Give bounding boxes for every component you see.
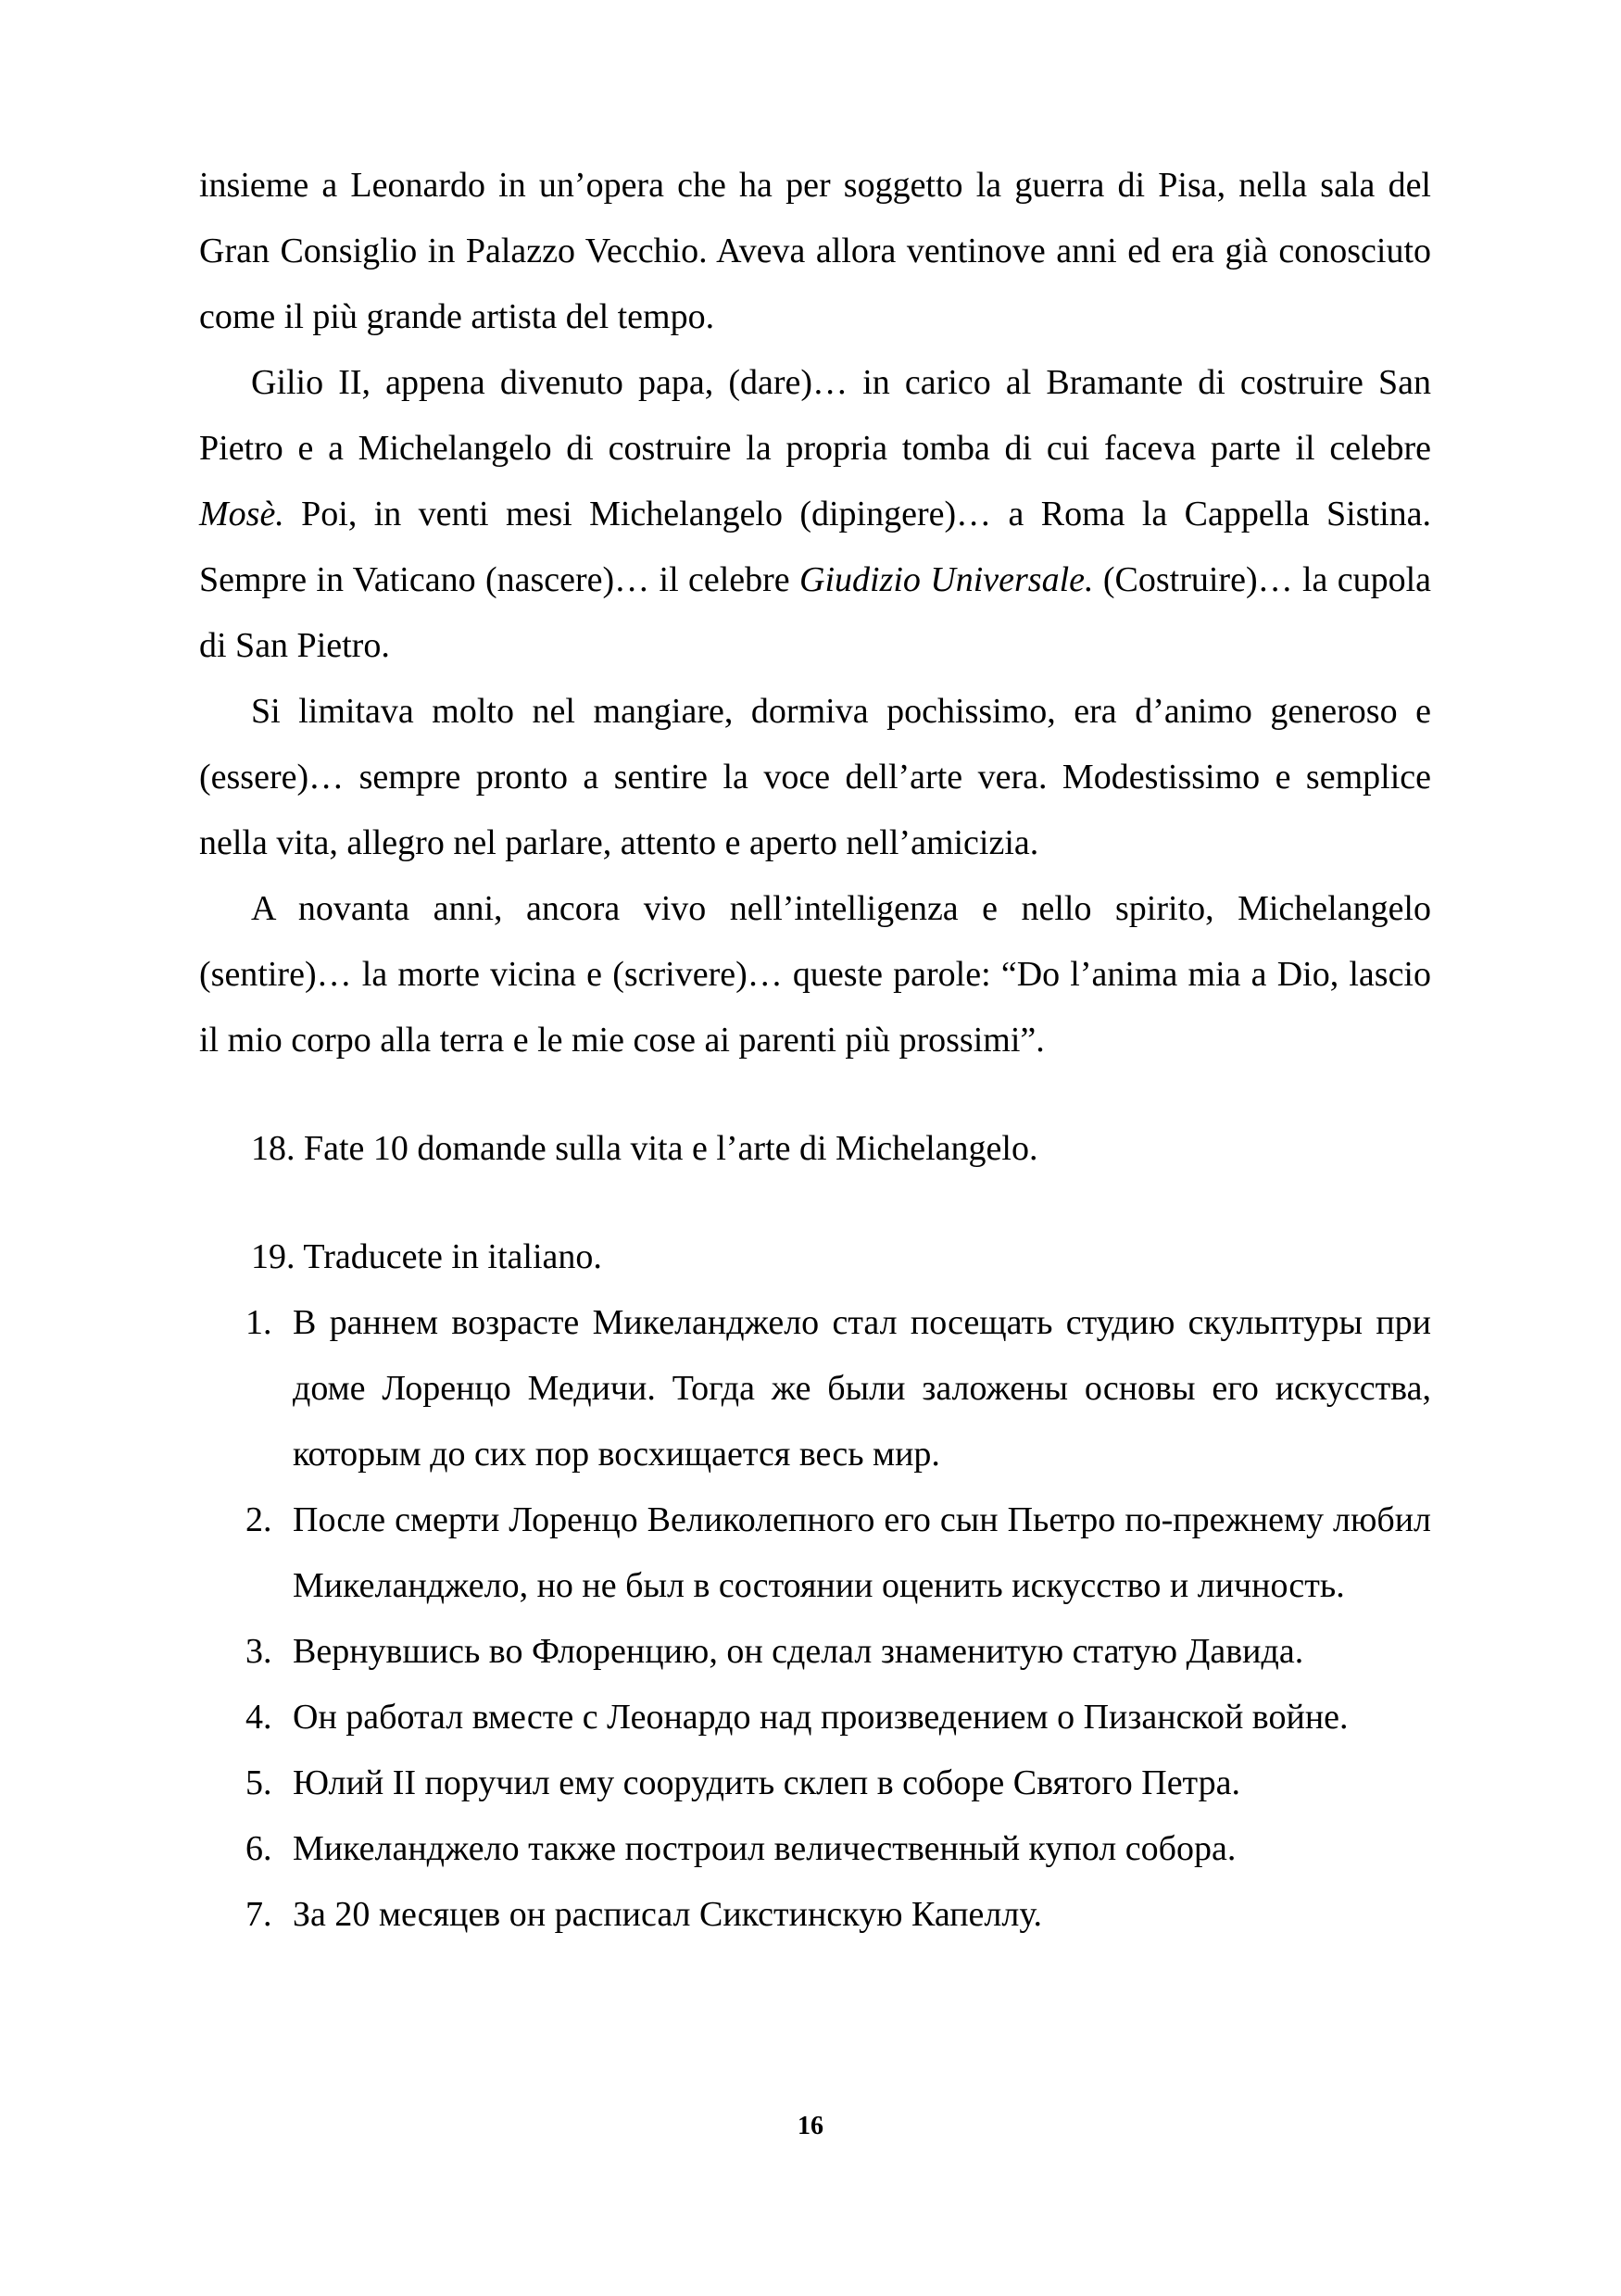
list-item-text: За 20 месяцев он расписал Сикстинскую Капеллу. xyxy=(293,1895,1043,1934)
italic-mose: Mosè. xyxy=(199,495,284,533)
list-item-text: Юлий II поручил ему соорудить склеп в соборе Святого Петра. xyxy=(293,1763,1240,1802)
list-item-text: В раннем возрасте Микеланджело стал посещать студию скульптуры при доме Лоренцо Медичи. Тогда же были заложены основы его искусства, которым до сих пор восхищается весь мир. xyxy=(293,1303,1431,1474)
list-item-number: 3. xyxy=(245,1632,272,1671)
list-item xyxy=(199,1487,1431,1619)
page-content xyxy=(199,153,1431,1948)
paragraph-3: Si limitava molto nel mangiare, dormiva pochissimo, era d’animo generoso e (essere)… sempre pronto a sentire la voce dell’arte vera. Modestissimo e semplice nella vita, allegro nel parlare, attento e aperto nell’amicizia. xyxy=(199,692,1431,862)
italic-giudizio-universale: Giudizio Universale. xyxy=(799,560,1094,599)
list-item-number: 1. xyxy=(245,1303,272,1342)
paragraph-2-part-a: Gilio II, appena divenuto papa, (dare)… in carico al Bramante di costruire San Pietro e a Michelangelo di costruire la propria tomba di cui faceva parte il celebre xyxy=(199,363,1431,468)
paragraph-4: A novanta anni, ancora vivo nell’intelligenza e nello spirito, Michelangelo (sentire)… la morte vicina e (scrivere)… queste parole: “Do l’anima mia a Dio, lascio il mio corpo alla terra e le mie cose ai parenti più prossimi”. xyxy=(199,889,1431,1060)
list-item xyxy=(199,1619,1431,1685)
exercise-18: 18. Fate 10 domande sulla vita e l’arte di Michelangelo. xyxy=(251,1129,1038,1168)
list-item-text: Микеланджело также построил величественный купол собора. xyxy=(293,1829,1237,1868)
list-item-number: 2. xyxy=(245,1500,272,1539)
page-number: 16 xyxy=(798,2112,823,2140)
list-item xyxy=(199,1882,1431,1948)
list-item-number: 7. xyxy=(245,1895,272,1934)
list-item-text: Вернувшись во Флоренцию, он сделал знаменитую статую Давида. xyxy=(293,1632,1304,1671)
exercise-19-title: 19. Traducete in italiano. xyxy=(251,1237,602,1276)
paragraph-2-part-c: (Costruire)… la cupola di San Pietro. xyxy=(199,560,1432,665)
list-item xyxy=(199,1290,1431,1487)
paragraph-2 xyxy=(199,350,1431,679)
list-item xyxy=(199,1685,1431,1750)
list-item-number: 5. xyxy=(245,1763,272,1802)
list-item xyxy=(199,1750,1431,1816)
list-item-number: 4. xyxy=(245,1698,272,1737)
translation-list xyxy=(199,1290,1431,1948)
list-item xyxy=(199,1816,1431,1882)
list-item-text: После смерти Лоренцо Великолепного его сын Пьетро по-прежнему любил Микеланджело, но не был в состоянии оценить искусство и личность. xyxy=(293,1500,1431,1605)
paragraph-1: insieme a Leonardo in un’opera che ha per soggetto la guerra di Pisa, nella sala del Gran Consiglio in Palazzo Vecchio. Aveva allora ventinove anni ed era già conosciuto come il più grande artista del tempo. xyxy=(199,166,1431,336)
list-item-number: 6. xyxy=(245,1829,272,1868)
list-item-text: Он работал вместе с Леонардо над произведением о Пизанской войне. xyxy=(293,1698,1349,1737)
paragraph-2-part-b: Poi, in venti mesi Michelangelo (dipingere)… a Roma la Cappella Sistina. Sempre in Vaticano (nascere)… il celebre xyxy=(199,495,1431,599)
